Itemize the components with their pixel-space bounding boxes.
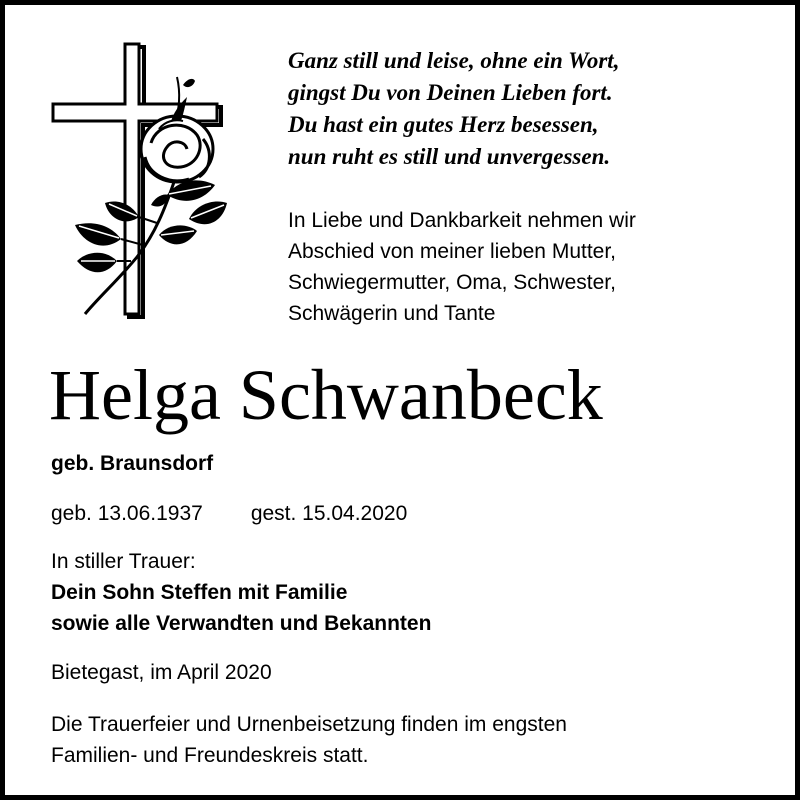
farewell-text: [288, 205, 788, 329]
poem: [288, 45, 788, 173]
place-and-date: Bietegast, im April 2020: [51, 661, 272, 684]
death-date: gest. 15.04.2020: [250, 502, 408, 525]
mourners-line: Dein Sohn Steffen mit Familie: [51, 581, 348, 604]
maiden-name: geb. Braunsdorf: [51, 452, 214, 475]
funeral-notice: [51, 709, 771, 771]
poem-line: gingst Du von Deinen Lieben fort.: [288, 80, 613, 105]
funeral-line: Familien- und Freundeskreis statt.: [51, 744, 369, 767]
cross-with-rose-icon: [47, 39, 237, 329]
mourners-heading: In stiller Trauer:: [51, 550, 196, 573]
birth-date: geb. 13.06.1937: [51, 502, 203, 525]
deceased-name: Helga Schwanbeck: [49, 355, 603, 435]
poem-line: nun ruht es still und unvergessen.: [288, 144, 611, 169]
rose-leaves: [75, 180, 227, 272]
mourners: [51, 546, 431, 639]
farewell-line: Abschied von meiner lieben Mutter,: [288, 240, 617, 263]
poem-line: Du hast ein gutes Herz besessen,: [288, 112, 599, 137]
life-dates: [51, 499, 407, 529]
funeral-line: Die Trauerfeier und Urnenbeisetzung finden im engsten: [51, 713, 567, 736]
farewell-line: Schwägerin und Tante: [288, 302, 496, 325]
farewell-line: In Liebe und Dankbarkeit nehmen wir: [288, 209, 636, 232]
mourners-line: sowie alle Verwandten und Bekannten: [51, 612, 432, 635]
rose-bloom: [141, 79, 213, 182]
poem-line: Ganz still und leise, ohne ein Wort,: [288, 48, 620, 73]
farewell-line: Schwiegermutter, Oma, Schwester,: [288, 271, 616, 294]
